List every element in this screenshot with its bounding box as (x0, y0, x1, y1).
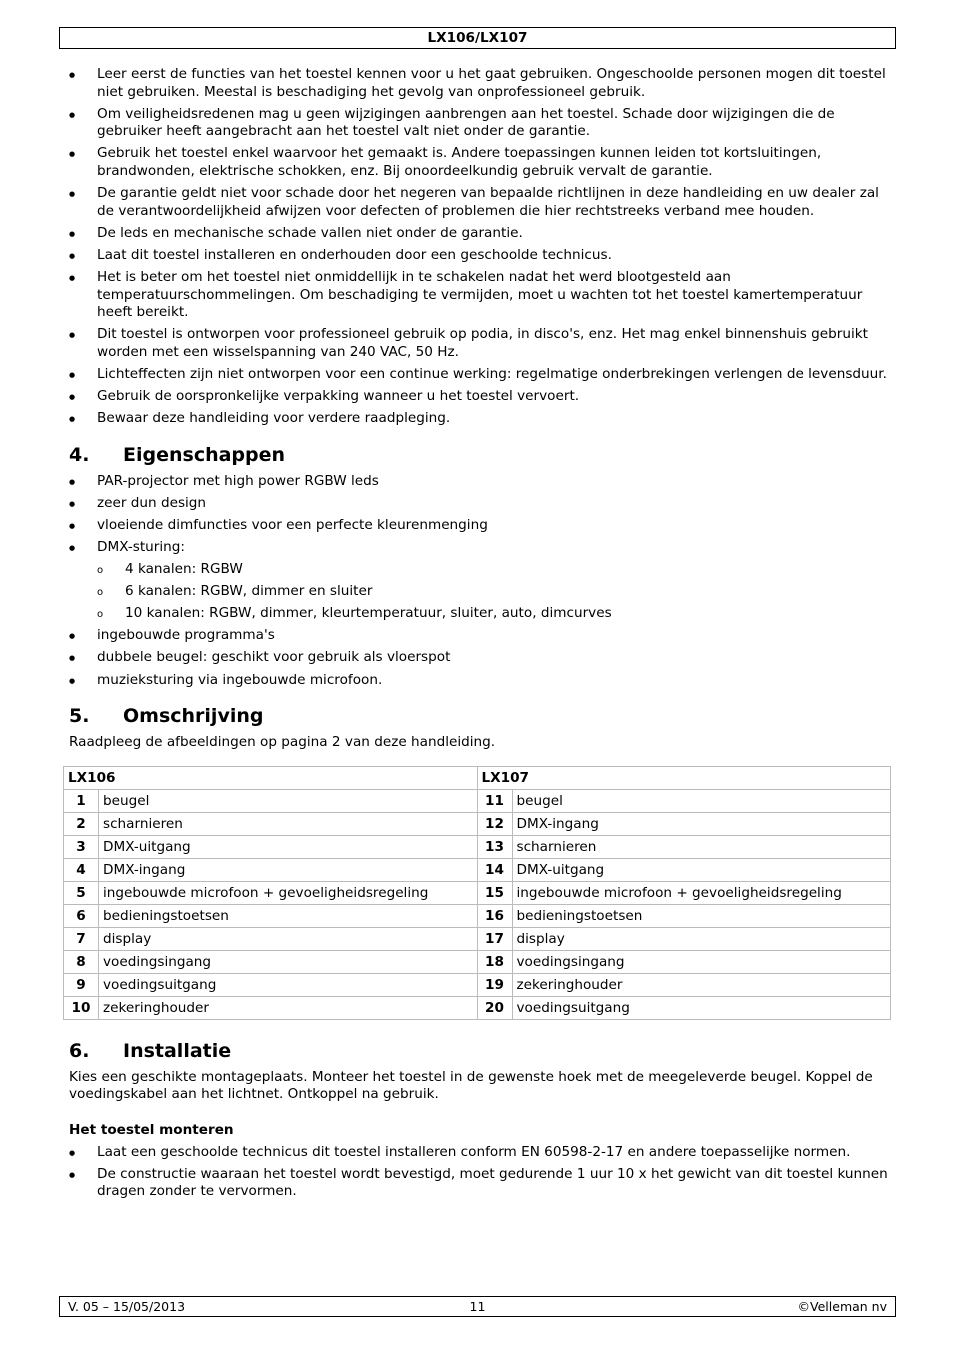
dmx-modes-list (69, 561, 891, 623)
part-name: ingebouwde microfoon + gevoeligheidsregeling (512, 881, 891, 904)
part-name: scharnieren (512, 835, 891, 858)
part-name: beugel (512, 789, 891, 812)
part-name: scharnieren (99, 812, 478, 835)
list-item: ● De garantie geldt niet voor schade door het negeren van bepaalde richtlijnen in deze handleiding en uw dealer zal de verantwoordelijkheid afwijzen voor defecten of problemen die hier rechtstreeks verband mee houden. (69, 185, 891, 220)
part-number: 8 (64, 950, 99, 973)
part-number: 19 (477, 973, 512, 996)
part-name: voedingsuitgang (512, 996, 891, 1019)
part-name: bedieningstoetsen (99, 904, 478, 927)
page-footer (59, 1296, 896, 1317)
section-number: 5. (69, 705, 90, 728)
part-number: 17 (477, 927, 512, 950)
features-list (69, 473, 891, 557)
list-item: ● Om veiligheidsredenen mag u geen wijzigingen aanbrengen aan het toestel. Schade door wijzigingen die de gebruiker heeft aangebracht aan het toestel valt niet onder de garantie. (69, 106, 891, 141)
part-number: 13 (477, 835, 512, 858)
part-name: voedingsuitgang (99, 973, 478, 996)
part-number: 1 (64, 789, 99, 812)
table-row (64, 789, 891, 812)
section-intro: Raadpleeg de afbeeldingen op pagina 2 van deze handleiding. (69, 734, 496, 751)
part-name: DMX-uitgang (99, 835, 478, 858)
table-row (64, 973, 891, 996)
features-list-continued (69, 627, 891, 689)
sub-list-item: o 10 kanalen: RGBW, dimmer, kleurtemperatuur, sluiter, auto, dimcurves (69, 605, 891, 623)
part-name: zekeringhouder (99, 996, 478, 1019)
safety-list (69, 66, 891, 428)
document-title: LX106/LX107 (427, 30, 528, 46)
table-row (64, 812, 891, 835)
part-name: voedingsingang (99, 950, 478, 973)
table-row (64, 835, 891, 858)
page-content (69, 66, 891, 1205)
sub-list-item: o 4 kanalen: RGBW (69, 561, 891, 579)
list-item: ● Het is beter om het toestel niet onmiddellijk in te schakelen nadat het werd blootgesteld aan temperatuurschommelingen. Om beschadiging te vermijden, moet u wachten tot het toestel kamertemperatuur heeft bereikt. (69, 269, 891, 322)
list-item: ● muzieksturing via ingebouwde microfoon. (69, 672, 891, 690)
part-number: 12 (477, 812, 512, 835)
list-item: ● Gebruik de oorspronkelijke verpakking wanneer u het toestel vervoert. (69, 388, 891, 406)
table-row (64, 881, 891, 904)
part-number: 4 (64, 858, 99, 881)
part-number: 9 (64, 973, 99, 996)
list-item: ● De leds en mechanische schade vallen niet onder de garantie. (69, 225, 891, 243)
part-number: 7 (64, 927, 99, 950)
part-number: 2 (64, 812, 99, 835)
sub-list-item: o 6 kanalen: RGBW, dimmer en sluiter (69, 583, 891, 601)
part-number: 18 (477, 950, 512, 973)
list-item: ● ingebouwde programma's (69, 627, 891, 645)
table-header-lx106: LX106 (64, 766, 478, 789)
table-row (64, 927, 891, 950)
part-name: bedieningstoetsen (512, 904, 891, 927)
list-item: ● PAR-projector met high power RGBW leds (69, 473, 891, 491)
copyright: ©Velleman nv (797, 1299, 887, 1314)
part-number: 10 (64, 996, 99, 1019)
parts-table (63, 766, 891, 1020)
table-row (64, 950, 891, 973)
list-item: ● Lichteffecten zijn niet ontworpen voor een continue werking: regelmatige onderbrekingen verlengen de levensduur. (69, 366, 891, 384)
part-number: 14 (477, 858, 512, 881)
part-name: display (99, 927, 478, 950)
part-name: beugel (99, 789, 478, 812)
list-item: ● Leer eerst de functies van het toestel kennen voor u het gaat gebruiken. Ongeschoolde personen mogen dit toestel niet gebruiken. Meestal is beschadiging het gevolg van onprofessioneel gebruik. (69, 66, 891, 101)
mounting-list (69, 1144, 891, 1201)
table-header-lx107: LX107 (477, 766, 891, 789)
list-item: ● Bewaar deze handleiding voor verdere raadpleging. (69, 410, 891, 428)
part-name: DMX-ingang (99, 858, 478, 881)
table-row (64, 904, 891, 927)
section-title: Eigenschappen (123, 443, 286, 466)
section-title: Installatie (123, 1039, 232, 1062)
part-name: zekeringhouder (512, 973, 891, 996)
part-name: display (512, 927, 891, 950)
page-number: 11 (469, 1299, 486, 1314)
section-heading-omschrijving (69, 705, 891, 727)
list-item: ● vloeiende dimfuncties voor een perfecte kleurenmenging (69, 517, 891, 535)
part-name: voedingsingang (512, 950, 891, 973)
part-name: DMX-uitgang (512, 858, 891, 881)
list-item: ● zeer dun design (69, 495, 891, 513)
section-heading-eigenschappen (69, 444, 891, 466)
list-item: ● Dit toestel is ontworpen voor professioneel gebruik op podia, in disco's, enz. Het mag enkel binnenshuis gebruikt worden met een wisselspanning van 240 VAC, 50 Hz. (69, 326, 891, 361)
part-number: 16 (477, 904, 512, 927)
subheading-toestel-monteren: Het toestel monteren (69, 1121, 234, 1138)
part-number: 20 (477, 996, 512, 1019)
part-name: ingebouwde microfoon + gevoeligheidsregeling (99, 881, 478, 904)
part-name: DMX-ingang (512, 812, 891, 835)
list-item: ● DMX-sturing: (69, 539, 891, 557)
table-row (64, 996, 891, 1019)
section-title: Omschrijving (123, 705, 264, 728)
part-number: 6 (64, 904, 99, 927)
section-heading-installatie (69, 1040, 891, 1062)
part-number: 11 (477, 789, 512, 812)
table-row (64, 858, 891, 881)
table-header-row (64, 766, 891, 789)
list-item: ● Laat dit toestel installeren en onderhouden door een geschoolde technicus. (69, 247, 891, 265)
section-intro: Kies een geschikte montageplaats. Monteer het toestel in de gewenste hoek met de meegeleverde beugel. Koppel de voedingskabel aan het lichtnet. Ontkoppel na gebruik. (69, 1068, 873, 1103)
version-date: V. 05 – 15/05/2013 (68, 1299, 186, 1314)
part-number: 15 (477, 881, 512, 904)
list-item: ● dubbele beugel: geschikt voor gebruik als vloerspot (69, 649, 891, 667)
part-number: 5 (64, 881, 99, 904)
section-number: 6. (69, 1039, 90, 1062)
part-number: 3 (64, 835, 99, 858)
section-number: 4. (69, 443, 90, 466)
list-item: ● Laat een geschoolde technicus dit toestel installeren conform EN 60598-2-17 en andere toepasselijke normen. (69, 1144, 891, 1162)
page-header (59, 27, 896, 49)
list-item: ● Gebruik het toestel enkel waarvoor het gemaakt is. Andere toepassingen kunnen leiden tot kortsluitingen, brandwonden, elektrische schokken, enz. Bij onoordeelkundig gebruik vervalt de garantie. (69, 145, 891, 180)
list-item: ● De constructie waaraan het toestel wordt bevestigd, moet gedurende 1 uur 10 x het gewicht van dit toestel kunnen dragen zonder te vervormen. (69, 1166, 891, 1201)
